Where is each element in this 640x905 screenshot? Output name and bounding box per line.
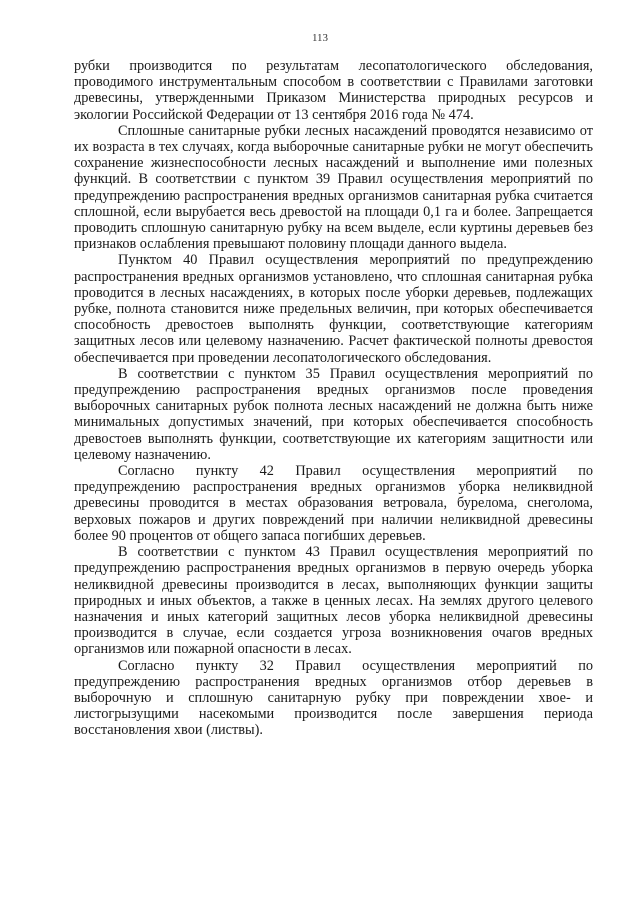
paragraph-point-32: Согласно пункту 32 Правил осуществления мероприятий по предупреждению распространения вредных организмов отбор деревьев в выборочную и сплошную санитарную рубку при повреждении хвое- и листогрызущими насекомыми производится после завершения периода восстановления хвои (листвы). <box>74 657 593 739</box>
paragraph-point-35: В соответствии с пунктом 35 Правил осуществления мероприятий по предупреждению распространения вредных организмов после проведения выборочных санитарных рубок полнота лесных насаждений не должна быть ниже минимальных допустимых значений, при которых обеспечивается способность древостоев выполнять функции, соответствующие их категориям защитности или целевому назначению. <box>74 365 593 463</box>
paragraph-clear-cutting: Сплошные санитарные рубки лесных насаждений проводятся независимо от их возраста в тех случаях, когда выборочные санитарные рубки не могут обеспечить сохранение жизнеспособности лесных насаждений и выполнение ими полезных функций. В соответствии с пунктом 39 Правил осуществления мероприятий по предупреждению распространения вредных организмов санитарная рубка считается сплошной, если вырубается весь древостой на площади 0,1 га и более. Запрещается проводить сплошную санитарную рубку на всем выделе, если куртины деревьев без признаков ослабления превышают половину площади данного выдела. <box>74 122 593 253</box>
page-number: 113 <box>311 32 329 44</box>
paragraph-point-42: Согласно пункту 42 Правил осуществления мероприятий по предупреждению распространения вредных организмов уборка неликвидной древесины проводится в местах образования ветровала, бурелома, снеголома, верховых пожаров и других повреждений при наличии неликвидной древесины более 90 процентов от общего запаса погибших деревьев. <box>74 463 593 544</box>
document-body <box>74 58 593 739</box>
paragraph-continued: рубки производится по результатам лесопатологического обследования, проводимого инструментальным способом в соответствии с Правилами заготовки древесины, утвержденными Приказом Министерства природных ресурсов и экологии Российской Федерации от 13 сентября 2016 года № 474. <box>74 58 593 123</box>
paragraph-point-40: Пунктом 40 Правил осуществления мероприятий по предупреждению распространения вредных организмов установлено, что сплошная санитарная рубка проводится в лесных насаждениях, в которых после уборки деревьев, подлежащих рубке, полнота становится ниже предельных величин, при которых обеспечивается способность древостоев выполнять функции, соответствующие категориям защитных лесов или целевому назначению. Расчет фактической полноты древостоя обеспечивается при проведении лесопатологического обследования. <box>74 252 593 366</box>
paragraph-point-43: В соответствии с пунктом 43 Правил осуществления мероприятий по предупреждению распространения вредных организмов в первую очередь уборка неликвидной древесины производится в лесах, выполняющих функции защиты природных и иных объектов, а также в ценных лесах. На землях другого целевого назначения и иных категорий защитных лесов уборка неликвидной древесины производится в случае, если создается угроза возникновения очагов вредных организмов или пожарной опасности в лесах. <box>74 544 593 658</box>
